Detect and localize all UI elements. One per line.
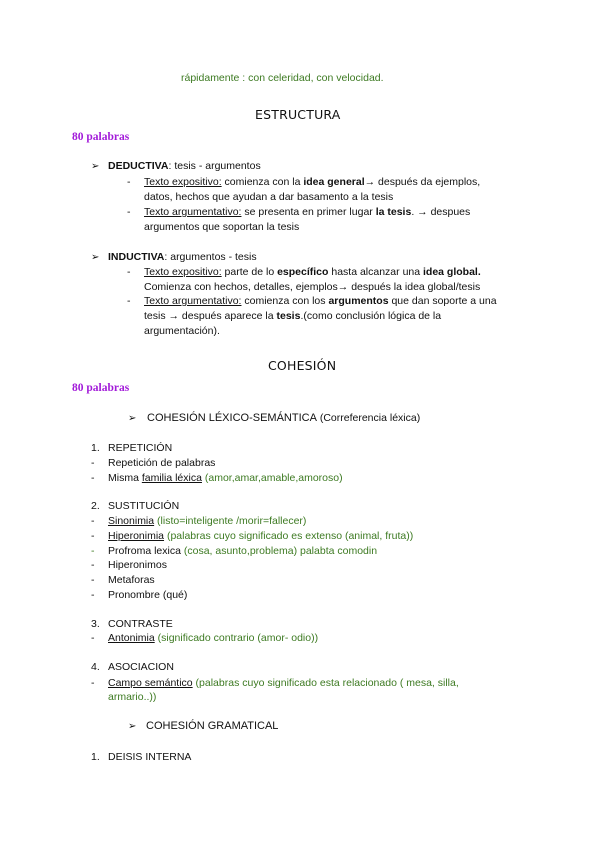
- inductiva-label: INDUCTIVA: [108, 251, 165, 263]
- gramatical-heading: COHESIÓN GRAMATICAL: [146, 720, 279, 732]
- list-item: [108, 545, 377, 558]
- lexico-note: (Correferencia léxica): [316, 412, 421, 424]
- list-number: 1.: [91, 442, 100, 454]
- deductiva-expositivo-line2: datos, hechos que ayudan a dar basamento a la tesis: [144, 191, 394, 203]
- deductiva-argumentativo-line2: argumentos que soportan la tesis: [144, 221, 300, 233]
- bullet-deductiva: [91, 160, 99, 173]
- bold-especifico: específico: [277, 266, 329, 278]
- list-item: Hiperonimos: [108, 559, 167, 571]
- dash: -: [91, 545, 95, 557]
- dash: -: [91, 589, 95, 601]
- arrow-bullet-icon: ➢: [91, 161, 100, 172]
- inductiva-argumentativo-line3: argumentación).: [144, 325, 220, 337]
- dash: -: [91, 472, 95, 484]
- dash: -: [127, 266, 131, 278]
- list-item: Repetición de palabras: [108, 457, 216, 469]
- list-item: [108, 515, 306, 528]
- deductiva-label: DEDUCTIVA: [108, 160, 169, 172]
- bullet-gramatical: [128, 720, 136, 733]
- list-item: [108, 530, 413, 543]
- list-item: Metaforas: [108, 574, 155, 586]
- contraste-title: CONTRASTE: [108, 618, 173, 630]
- example-text: (palabras cuyo significado esta relacionado ( mesa, silla,: [192, 677, 459, 689]
- term-sinonimia: Sinonimia: [108, 515, 155, 527]
- example-text-continued: armario..)): [108, 691, 157, 703]
- term-hiperonimia: Hiperonimia: [108, 530, 165, 542]
- example-text: (amor,amar,amable,amoroso): [201, 472, 343, 484]
- deductiva-expositivo-line1: [144, 176, 480, 189]
- dash: -: [91, 530, 95, 542]
- deisis-title: DEISIS INTERNA: [108, 751, 192, 763]
- example-text: (significado contrario (amor- odio)): [154, 632, 319, 644]
- term-texto-argumentativo: Texto argumentativo:: [144, 295, 242, 307]
- example-text: (cosa, asunto,problema) palabta comodin: [183, 545, 378, 557]
- term-campo-semantico: Campo semántico: [108, 677, 193, 689]
- bold-la-tesis: la tesis: [375, 206, 412, 218]
- inductiva-expositivo-line2: Comienza con hechos, detalles, ejemplos→ después la idea global/tesis: [144, 281, 481, 293]
- list-item: [108, 677, 459, 690]
- term-familia-lexica: familia léxica: [141, 472, 202, 484]
- bold-idea-general: idea general: [303, 176, 365, 188]
- text-fragment: Misma: [108, 472, 142, 484]
- bold-tesis: tesis: [276, 310, 301, 322]
- list-item: [108, 632, 318, 645]
- dash: -: [91, 457, 95, 469]
- inductiva-description: : argumentos - tesis: [164, 251, 257, 263]
- section-title-estructura: ESTRUCTURA: [255, 107, 341, 122]
- dash: -: [91, 632, 95, 644]
- bullet-inductiva: [91, 251, 99, 264]
- inductiva-heading: [108, 251, 257, 264]
- inductiva-argumentativo-line2: [144, 310, 441, 323]
- dash: -: [127, 206, 131, 218]
- deductiva-heading: [108, 160, 261, 173]
- bold-idea-global: idea global.: [423, 266, 481, 278]
- list-item: Pronombre (qué): [108, 589, 188, 601]
- text-fragment: comienza con la: [221, 176, 304, 188]
- asociacion-title: ASOCIACION: [108, 661, 174, 673]
- list-number: 4.: [91, 661, 100, 673]
- text-fragment: → después da ejemplos,: [364, 176, 481, 188]
- term-texto-expositivo: Texto expositivo:: [144, 266, 222, 278]
- dash: -: [91, 677, 95, 689]
- word-count-cohesion: 80 palabras: [72, 382, 130, 394]
- word-count-estructura: 80 palabras: [72, 131, 130, 143]
- lexico-semantica-heading: [147, 412, 420, 425]
- repeticion-title: REPETICIÓN: [108, 442, 173, 454]
- text-fragment: parte de lo: [221, 266, 278, 278]
- bullet-lexico: [128, 412, 136, 425]
- inductiva-argumentativo-line1: [144, 295, 497, 308]
- deductiva-description: : tesis - argumentos: [168, 160, 261, 172]
- text-fragment: Profroma lexica: [108, 545, 184, 557]
- text-fragment: tesis → después aparece la: [144, 310, 277, 322]
- arrow-bullet-icon: ➢: [91, 252, 100, 263]
- top-definition-line: rápidamente : con celeridad, con velocidad.: [181, 72, 384, 84]
- arrow-bullet-icon: ➢: [128, 413, 137, 424]
- term-texto-argumentativo: Texto argumentativo:: [144, 206, 242, 218]
- term-texto-expositivo: Texto expositivo:: [144, 176, 222, 188]
- arrow-bullet-icon: ➢: [128, 721, 137, 732]
- inductiva-expositivo-line1: [144, 266, 481, 279]
- sustitucion-title: SUSTITUCIÓN: [108, 500, 180, 512]
- dash: -: [91, 574, 95, 586]
- text-fragment: . → despues: [411, 206, 471, 218]
- example-text: (listo=inteligente /morir=fallecer): [154, 515, 307, 527]
- text-fragment: hasta alcanzar una: [328, 266, 423, 278]
- text-fragment: se presenta en primer lugar: [241, 206, 376, 218]
- term-antonimia: Antonimia: [108, 632, 155, 644]
- dash: -: [91, 515, 95, 527]
- example-text: (palabras cuyo significado es extenso (animal, fruta)): [164, 530, 414, 542]
- lexico-label: COHESIÓN LÉXICO-SEMÁNTICA: [147, 412, 317, 424]
- deductiva-argumentativo-line1: [144, 206, 470, 219]
- section-title-cohesion: COHESIÓN: [268, 358, 337, 373]
- list-number: 1.: [91, 751, 100, 763]
- dash: -: [127, 176, 131, 188]
- dash: -: [91, 559, 95, 571]
- list-number: 2.: [91, 500, 100, 512]
- text-fragment: que dan soporte a una: [388, 295, 497, 307]
- text-fragment: .(como conclusión lógica de la: [300, 310, 442, 322]
- text-fragment: comienza con los: [241, 295, 329, 307]
- list-number: 3.: [91, 618, 100, 630]
- list-item: [108, 472, 343, 485]
- dash: -: [127, 295, 131, 307]
- bold-argumentos: argumentos: [328, 295, 389, 307]
